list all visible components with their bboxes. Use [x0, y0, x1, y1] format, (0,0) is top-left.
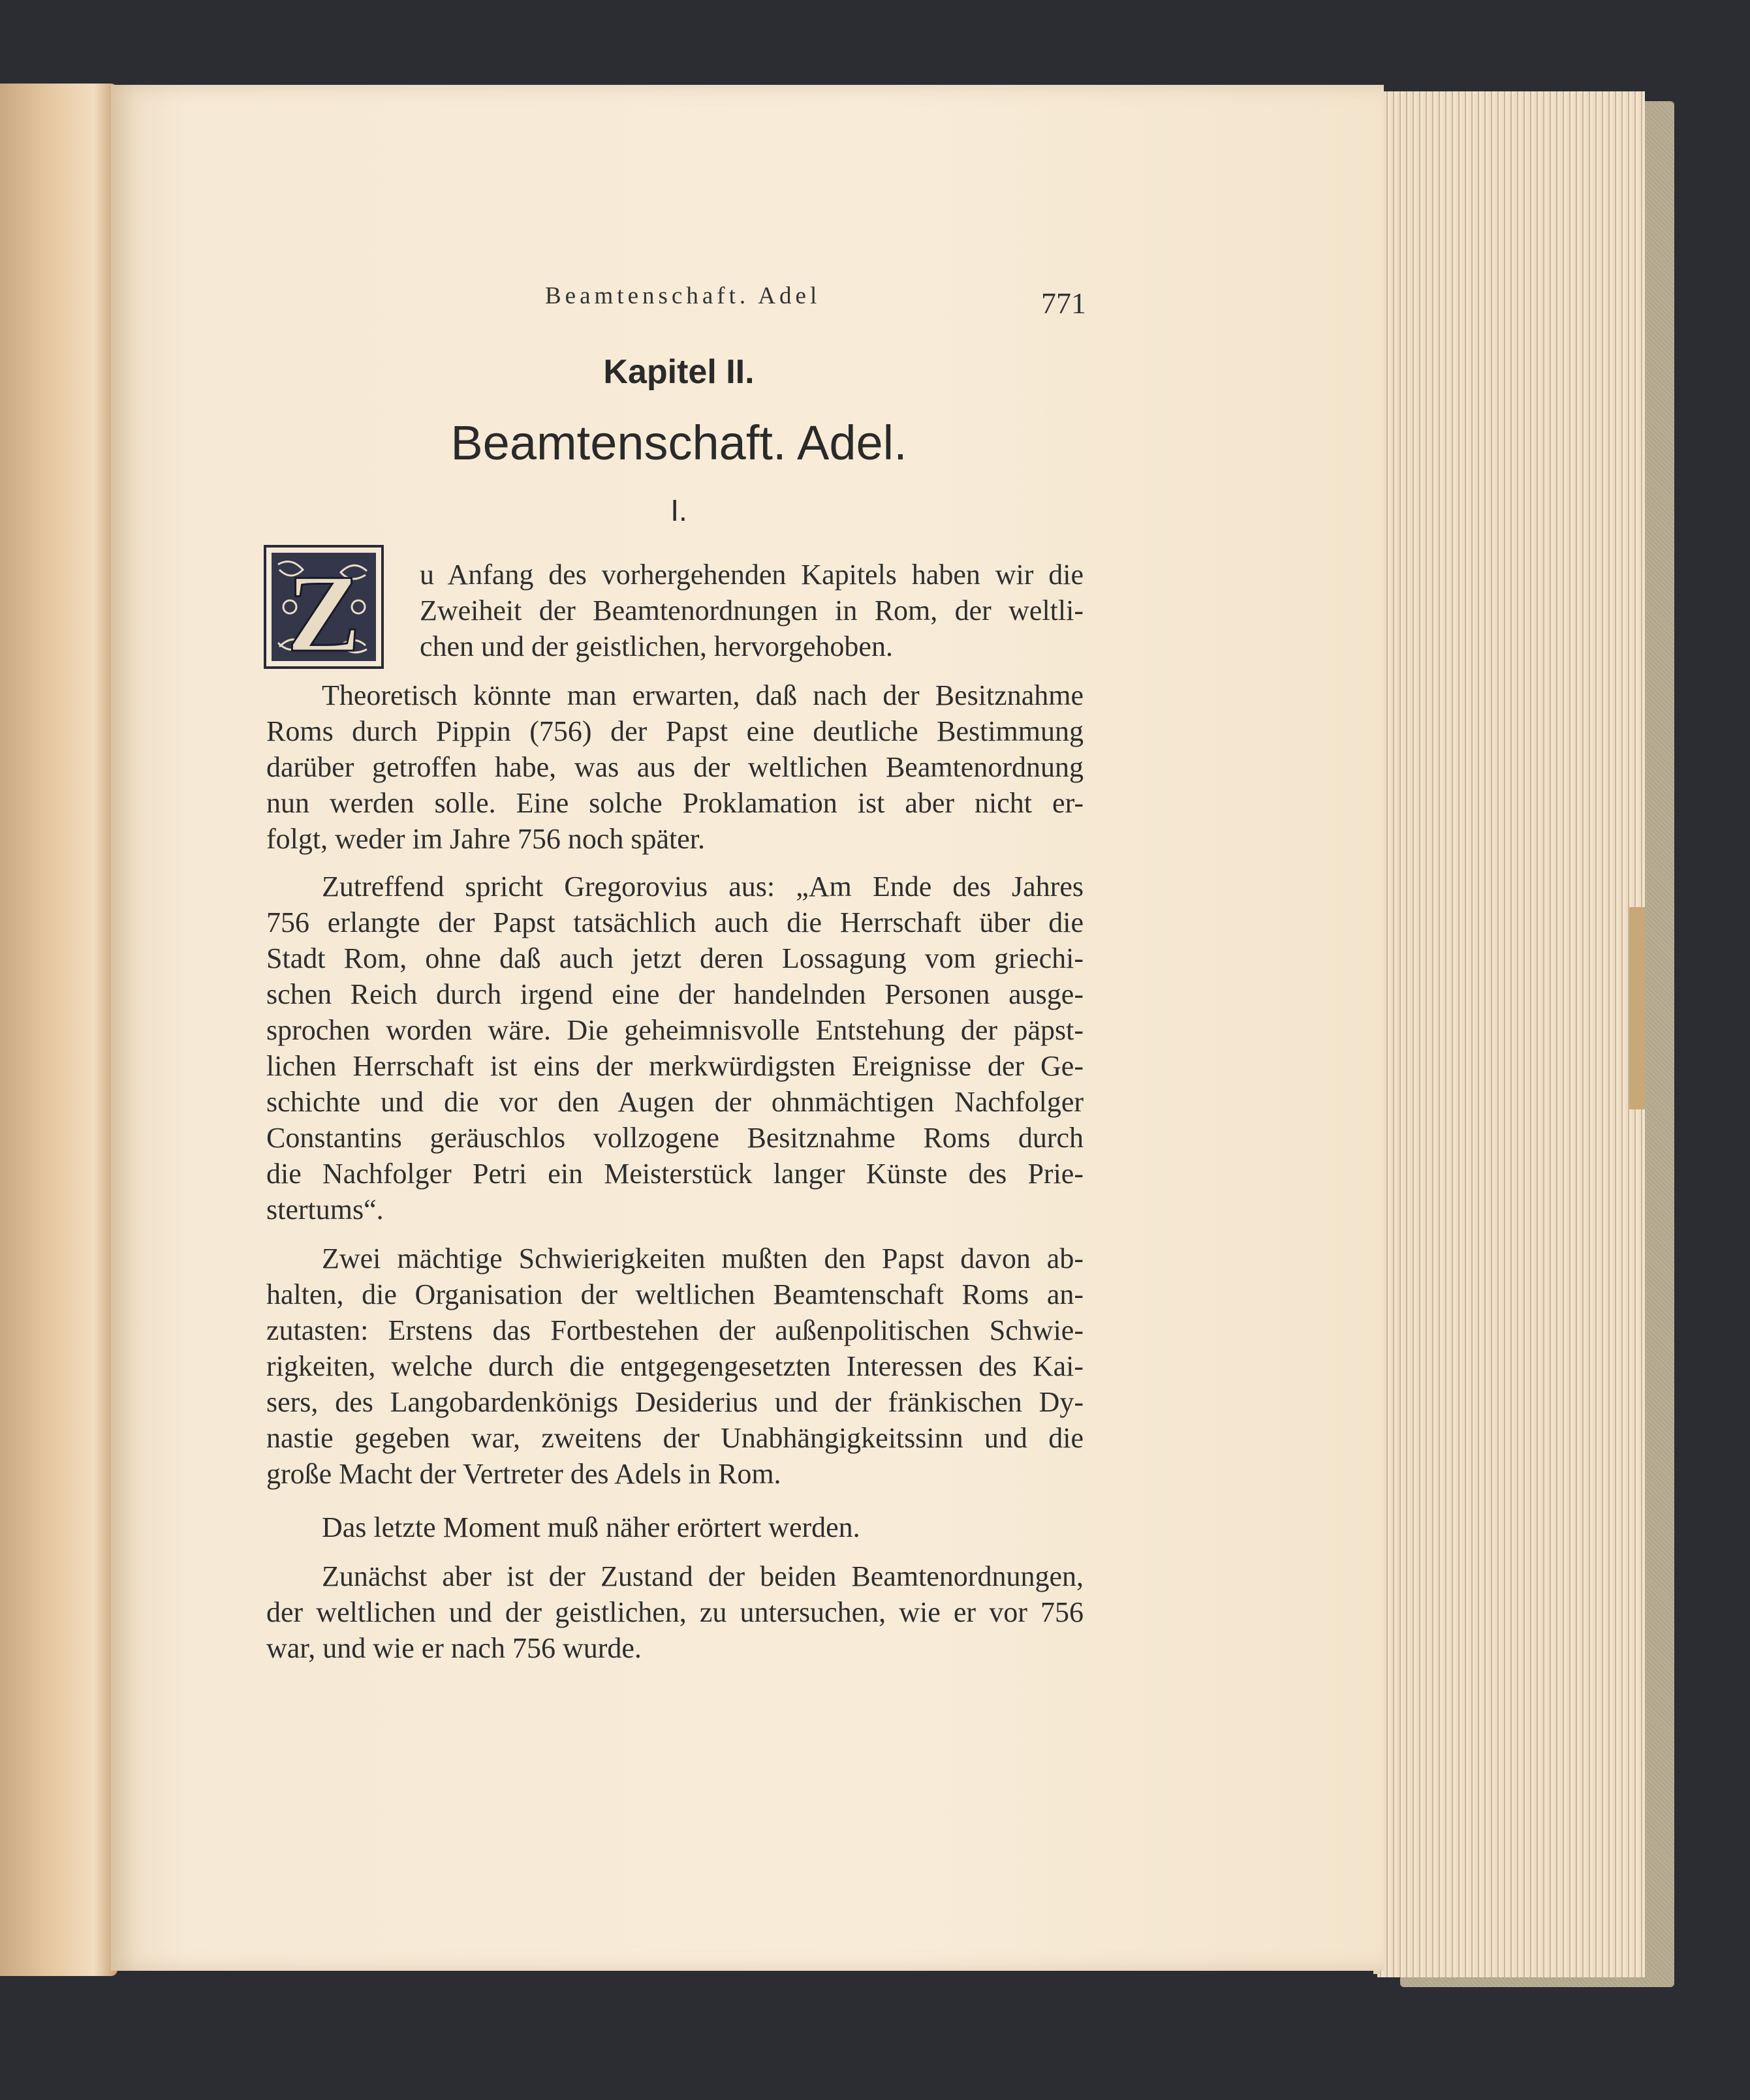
text-line: 756 erlangte der Papst tatsächlich auch die Herrschaft über die	[266, 906, 1084, 938]
text-line: Roms durch Pippin (756) der Papst eine deutliche Bestimmung	[266, 715, 1084, 747]
text-line: sers, des Langobardenkönigs Desiderius und der fränkischen Dy-	[266, 1386, 1084, 1418]
text-line: Constantins geräuschlos vollzogene Besitznahme Roms durch	[266, 1122, 1084, 1154]
running-head: Beamtenschaft. Adel	[545, 283, 821, 309]
text-line: Zutreffend spricht Gregorovius aus: „Am Ende des Jahres	[322, 871, 1084, 903]
chapter-title: Beamtenschaft. Adel.	[450, 416, 907, 470]
text-line: u Anfang des vorhergehenden Kapitels haben wir die	[420, 559, 1084, 591]
text-line: folgt, weder im Jahre 756 noch später.	[266, 823, 706, 855]
page-block-edges	[1377, 91, 1645, 1977]
text-line: schen Reich durch irgend eine der handelnden Personen ausge-	[266, 978, 1084, 1010]
text-line: sprochen worden wäre. Die geheimnisvolle Entstehung der päpst-	[266, 1014, 1084, 1046]
text-line: Zunächst aber ist der Zustand der beiden Beamtenordnungen,	[322, 1560, 1084, 1592]
page-number: 771	[1041, 286, 1086, 320]
text-line: halten, die Organisation der weltlichen Beamtenschaft Roms an-	[266, 1278, 1084, 1310]
text-line: nastie gegeben war, zweitens der Unabhängigkeitssinn und die	[266, 1422, 1084, 1454]
text-line: Theoretisch könnte man erwarten, daß nach der Besitznahme	[322, 679, 1084, 711]
text-line: lichen Herrschaft ist eins der merkwürdigsten Ereignisse der Ge-	[266, 1050, 1084, 1082]
text-line: rigkeiten, welche durch die entgegengesetzten Interessen des Kai-	[266, 1350, 1084, 1382]
text-line: chen und der geistlichen, hervorgehoben.	[420, 630, 893, 662]
text-line: der weltlichen und der geistlichen, zu untersuchen, wie er vor 756	[266, 1596, 1084, 1628]
text-line: schichte und die vor den Augen der ohnmächtigen Nachfolger	[266, 1086, 1084, 1118]
text-line: Zwei mächtige Schwierigkeiten mußten den Papst davon ab-	[322, 1243, 1084, 1274]
text-line: darüber getroffen habe, was aus der weltlichen Beamtenordnung	[266, 751, 1084, 783]
drop-cap-letter: Z	[287, 552, 361, 669]
text-line: die Nachfolger Petri ein Meisterstück langer Künste des Prie-	[266, 1158, 1084, 1190]
text-line: große Macht der Vertreter des Adels in Rom.	[266, 1458, 781, 1490]
chapter-label: Kapitel II.	[603, 353, 755, 391]
text-line: war, und wie er nach 756 wurde.	[266, 1632, 642, 1664]
text-line: zutasten: Erstens das Fortbestehen der außenpolitischen Schwie-	[266, 1314, 1084, 1346]
text-line: stertums“.	[266, 1194, 384, 1226]
drop-cap-initial	[264, 545, 384, 669]
page-marker-tab	[1629, 907, 1645, 1109]
text-line: Zweiheit der Beamtenordnungen in Rom, der weltli-	[420, 594, 1084, 626]
text-line: nun werden solle. Eine solche Proklamation ist aber nicht er-	[266, 787, 1084, 819]
text-line: Das letzte Moment muß näher erörtert werden.	[322, 1511, 860, 1543]
section-number: I.	[670, 493, 687, 527]
text-line: Stadt Rom, ohne daß auch jetzt deren Lossagung vom griechi-	[266, 942, 1084, 974]
